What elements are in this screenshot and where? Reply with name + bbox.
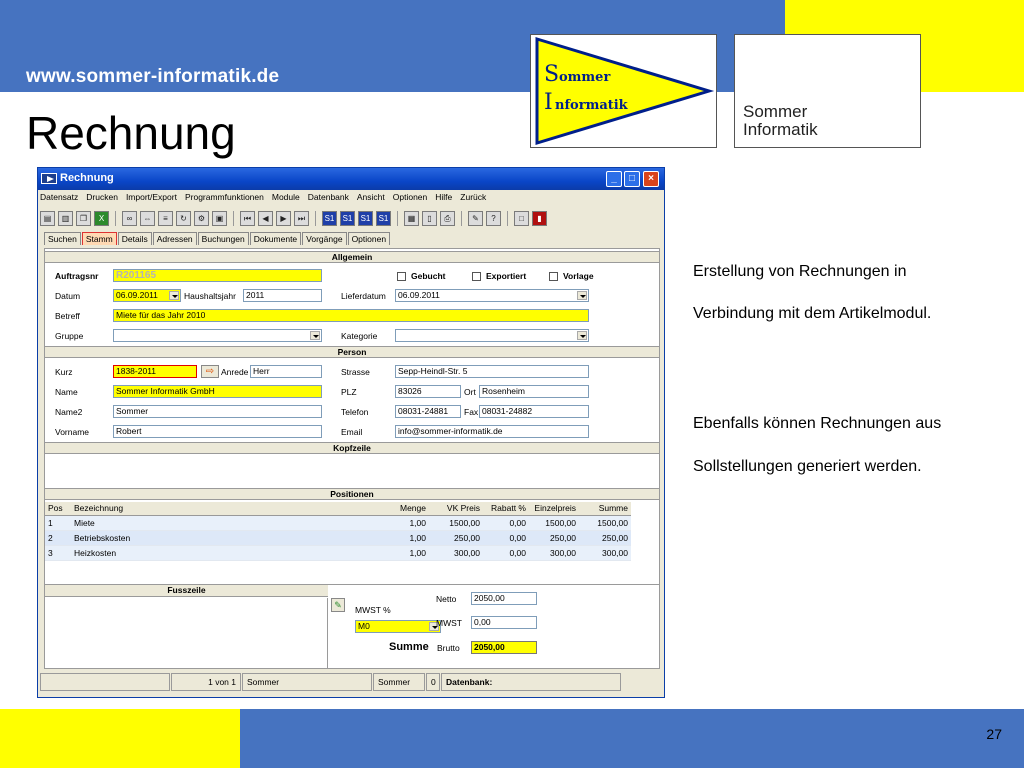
slide-title: Rechnung [26, 107, 236, 159]
email-field[interactable]: info@sommer-informatik.de [395, 425, 589, 438]
haushaltsjahr-field[interactable]: 2011 [243, 289, 322, 302]
mwst-field[interactable]: 0,00 [471, 616, 537, 629]
menu-optionen[interactable]: Optionen [392, 192, 428, 202]
menu-zurueck[interactable]: Zurück [460, 192, 487, 202]
logo-text-box [734, 34, 921, 148]
cell-vk-preis: 300,00 [429, 545, 483, 560]
cell-einzelpreis: 300,00 [529, 545, 579, 560]
vorname-label: Vorname [55, 427, 90, 437]
menu-programmfunktionen[interactable]: Programmfunktionen [184, 192, 264, 202]
vorlage-checkbox[interactable] [549, 272, 558, 281]
cell-einzelpreis: 1500,00 [529, 515, 579, 530]
brutto-field[interactable]: 2050,00 [471, 641, 537, 654]
next-record-icon[interactable]: ▶ [276, 211, 291, 226]
summe-label: Summe [389, 641, 429, 653]
arrow-right-icon[interactable]: ⇨ [201, 365, 219, 378]
auftragsnr-label: Auftragsnr [55, 271, 99, 281]
refresh-icon[interactable]: ↻ [176, 211, 191, 226]
datum-value: 06.09.2011 [116, 290, 158, 300]
table-row[interactable] [45, 545, 631, 560]
tab-optionen[interactable]: Optionen [348, 232, 391, 245]
menu-bar [40, 192, 486, 205]
positions-table [45, 502, 631, 561]
cell-summe: 300,00 [579, 545, 631, 560]
haushaltsjahr-label: Haushaltsjahr [184, 291, 236, 301]
col-vk-preis[interactable]: VK Preis [429, 502, 483, 515]
status-record-counter: 1 von 1 [171, 673, 241, 691]
minimize-button[interactable]: _ [606, 171, 622, 187]
kopfzeile-textarea[interactable] [45, 455, 659, 488]
first-record-icon[interactable]: ⏮ [240, 211, 255, 226]
sort-icon[interactable]: ≡ [158, 211, 173, 226]
fax-field[interactable]: 08031-24882 [479, 405, 589, 418]
tab-adressen[interactable]: Adressen [153, 232, 197, 245]
status-count: 0 [426, 673, 440, 691]
gebucht-checkbox[interactable] [397, 272, 406, 281]
svg-text:S: S [544, 62, 560, 87]
maximize-button[interactable]: □ [624, 171, 640, 187]
gruppe-select[interactable] [113, 329, 322, 342]
logo-text-line2: Informatik [743, 120, 818, 139]
col-bezeichnung[interactable]: Bezeichnung [71, 502, 371, 515]
toolbar [40, 209, 662, 228]
edit-footer-icon[interactable]: ✎ [331, 598, 345, 612]
name-label: Name [55, 387, 78, 397]
section-kopfzeile: Kopfzeile [45, 442, 659, 454]
netto-field[interactable]: 2050,00 [471, 592, 537, 605]
mwst-label: MWST [436, 618, 462, 628]
link-icon[interactable]: ⚙ [194, 211, 209, 226]
lieferdatum-value: 06.09.2011 [398, 290, 440, 300]
tab-suchen[interactable]: Suchen [44, 232, 81, 245]
logo-bottom-word: nformatik [555, 98, 628, 113]
cell-bezeichnung: Heizkosten [71, 545, 371, 560]
name2-field[interactable]: Sommer [113, 405, 322, 418]
side-text-4: Sollstellungen generiert werden. [693, 458, 922, 475]
side-text-3: Ebenfalls können Rechnungen aus [693, 415, 942, 432]
chevron-down-icon[interactable] [577, 331, 587, 340]
tab-stamm[interactable]: Stamm [82, 232, 117, 245]
cell-bezeichnung: Miete [71, 515, 371, 530]
excel-icon[interactable]: X [94, 211, 109, 226]
auftragsnr-field[interactable]: R201165 [113, 269, 322, 282]
chevron-down-icon[interactable] [310, 331, 320, 340]
svg-text:I: I [544, 90, 553, 115]
help-icon[interactable]: ? [486, 211, 501, 226]
print-preview-icon[interactable]: ▥ [58, 211, 73, 226]
plz-field[interactable]: 83026 [395, 385, 461, 398]
filter-icon[interactable]: ⇔ [140, 211, 155, 226]
status-bar [40, 673, 662, 693]
status-user2: Sommer [373, 673, 425, 691]
exportiert-label: Exportiert [486, 271, 527, 281]
col-summe[interactable]: Summe [579, 502, 631, 515]
kurz-label: Kurz [55, 367, 73, 377]
ort-field[interactable]: Rosenheim [479, 385, 589, 398]
cell-rabatt: 0,00 [483, 545, 529, 560]
pennant-logo-icon [531, 35, 716, 147]
chevron-down-icon[interactable] [577, 291, 587, 300]
fusszeile-textarea[interactable] [45, 598, 328, 668]
name2-label: Name2 [55, 407, 83, 417]
cell-menge: 1,00 [371, 545, 429, 560]
calculator-icon[interactable]: ▦ [404, 211, 419, 226]
section-person: Person [45, 346, 659, 358]
new-page-icon[interactable]: □ [514, 211, 529, 226]
menu-datenbank[interactable]: Datenbank [307, 192, 349, 202]
tab-details[interactable]: Details [118, 232, 152, 245]
menu-hilfe[interactable]: Hilfe [435, 192, 453, 202]
fax-label: Fax [464, 407, 479, 417]
strasse-label: Strasse [341, 367, 370, 377]
logo-text-line1: Sommer [743, 102, 808, 121]
status-empty [40, 673, 170, 691]
cell-bezeichnung: Betriebskosten [71, 530, 371, 545]
cell-rabatt: 0,00 [483, 530, 529, 545]
datum-field[interactable] [113, 289, 181, 302]
cell-summe: 1500,00 [579, 515, 631, 530]
menu-datensatz[interactable]: Datensatz [40, 192, 79, 202]
gebucht-label: Gebucht [411, 271, 446, 281]
netto-label: Netto [436, 594, 457, 604]
cell-vk-preis: 1500,00 [429, 515, 483, 530]
telefon-label: Telefon [341, 407, 369, 417]
vorlage-label: Vorlage [563, 271, 594, 281]
col-menge[interactable]: Menge [371, 502, 429, 515]
cell-pos: 2 [45, 530, 71, 545]
side-text-1: Erstellung von Rechnungen in [693, 263, 907, 280]
rechnung-window [37, 167, 665, 698]
title-bar[interactable] [38, 168, 664, 190]
table-row[interactable] [45, 530, 631, 545]
section-positionen: Positionen [45, 488, 659, 500]
gruppe-label: Gruppe [55, 331, 84, 341]
tab-dokumente[interactable]: Dokumente [250, 232, 301, 245]
col-einzelpreis[interactable]: Einzelpreis [529, 502, 579, 515]
telefon-field[interactable]: 08031-24881 [395, 405, 461, 418]
print-icon[interactable]: ▤ [40, 211, 55, 226]
vorname-field[interactable]: Robert [113, 425, 322, 438]
kategorie-label: Kategorie [341, 331, 378, 341]
exportiert-checkbox[interactable] [472, 272, 481, 281]
page-number: 27 [986, 726, 1002, 742]
datum-label: Datum [55, 291, 81, 301]
anrede-label: Anrede [221, 367, 249, 377]
s1-icon[interactable]: S1 [376, 211, 391, 226]
name-field[interactable]: Sommer Informatik GmbH [113, 385, 322, 398]
menu-module[interactable]: Module [271, 192, 300, 202]
menu-drucken[interactable]: Drucken [86, 192, 118, 202]
cell-pos: 1 [45, 515, 71, 530]
pencil-icon[interactable]: ✎ [468, 211, 483, 226]
email-label: Email [341, 427, 363, 437]
col-rabatt[interactable]: Rabatt % [483, 502, 529, 515]
section-allgemein: Allgemein [45, 251, 659, 263]
chevron-down-icon[interactable] [169, 291, 179, 300]
site-url: www.sommer-informatik.de [26, 66, 280, 87]
s1-icon[interactable]: S1 [358, 211, 373, 226]
tab-buchungen[interactable]: Buchungen [198, 232, 249, 245]
kurz-field[interactable]: 1838-2011 [113, 365, 197, 378]
section-fusszeile: Fusszeile [45, 585, 328, 597]
exit-icon[interactable]: ▮ [532, 211, 547, 226]
pennant-logo [530, 34, 717, 148]
window-title: Rechnung [60, 172, 114, 184]
s1-icon[interactable]: S1 [322, 211, 337, 226]
cell-menge: 1,00 [371, 515, 429, 530]
betreff-label: Betreff [55, 311, 80, 321]
menu-import-export[interactable]: Import/Export [125, 192, 177, 202]
betreff-field[interactable]: Miete für das Jahr 2010 [113, 309, 589, 322]
col-pos[interactable]: Pos [45, 502, 71, 515]
cell-einzelpreis: 250,00 [529, 530, 579, 545]
save-icon[interactable]: ▣ [212, 211, 227, 226]
status-user: Sommer [242, 673, 372, 691]
anrede-field[interactable]: Herr [250, 365, 322, 378]
menu-ansicht[interactable]: Ansicht [356, 192, 385, 202]
cell-rabatt: 0,00 [483, 515, 529, 530]
cell-vk-preis: 250,00 [429, 530, 483, 545]
logo-top-word: ommer [559, 70, 611, 85]
copy-icon[interactable]: ❐ [76, 211, 91, 226]
strasse-field[interactable]: Sepp-Heindl-Str. 5 [395, 365, 589, 378]
mwst-pct-label: MWST % [355, 605, 391, 615]
previous-record-icon[interactable]: ◀ [258, 211, 273, 226]
status-datenbank: Datenbank: [441, 673, 621, 691]
cell-menge: 1,00 [371, 530, 429, 545]
cell-pos: 3 [45, 545, 71, 560]
lieferdatum-field[interactable] [395, 289, 589, 302]
bottom-band [240, 709, 1024, 768]
binoculars-icon[interactable]: ∞ [122, 211, 137, 226]
last-record-icon[interactable]: ⏭ [294, 211, 309, 226]
form-content [44, 248, 660, 669]
cell-summe: 250,00 [579, 530, 631, 545]
bottom-yellow-block [0, 709, 240, 768]
mwst-pct-value: M0 [358, 621, 370, 631]
s1-icon[interactable]: S1 [340, 211, 355, 226]
app-icon [41, 173, 57, 184]
tab-bar [44, 232, 391, 245]
plz-label: PLZ [341, 387, 357, 397]
side-text-2: Verbindung mit dem Artikelmodul. [693, 305, 932, 322]
close-button[interactable]: × [643, 171, 659, 187]
mwst-pct-select[interactable] [355, 620, 441, 633]
brutto-label: Brutto [437, 643, 460, 653]
ort-label: Ort [464, 387, 476, 397]
document-icon[interactable]: ▯ [422, 211, 437, 226]
kategorie-select[interactable] [395, 329, 589, 342]
lieferdatum-label: Lieferdatum [341, 291, 386, 301]
table-row[interactable] [45, 515, 631, 530]
tab-vorgaenge[interactable]: Vorgänge [302, 232, 346, 245]
printer-icon[interactable]: ⎙ [440, 211, 455, 226]
